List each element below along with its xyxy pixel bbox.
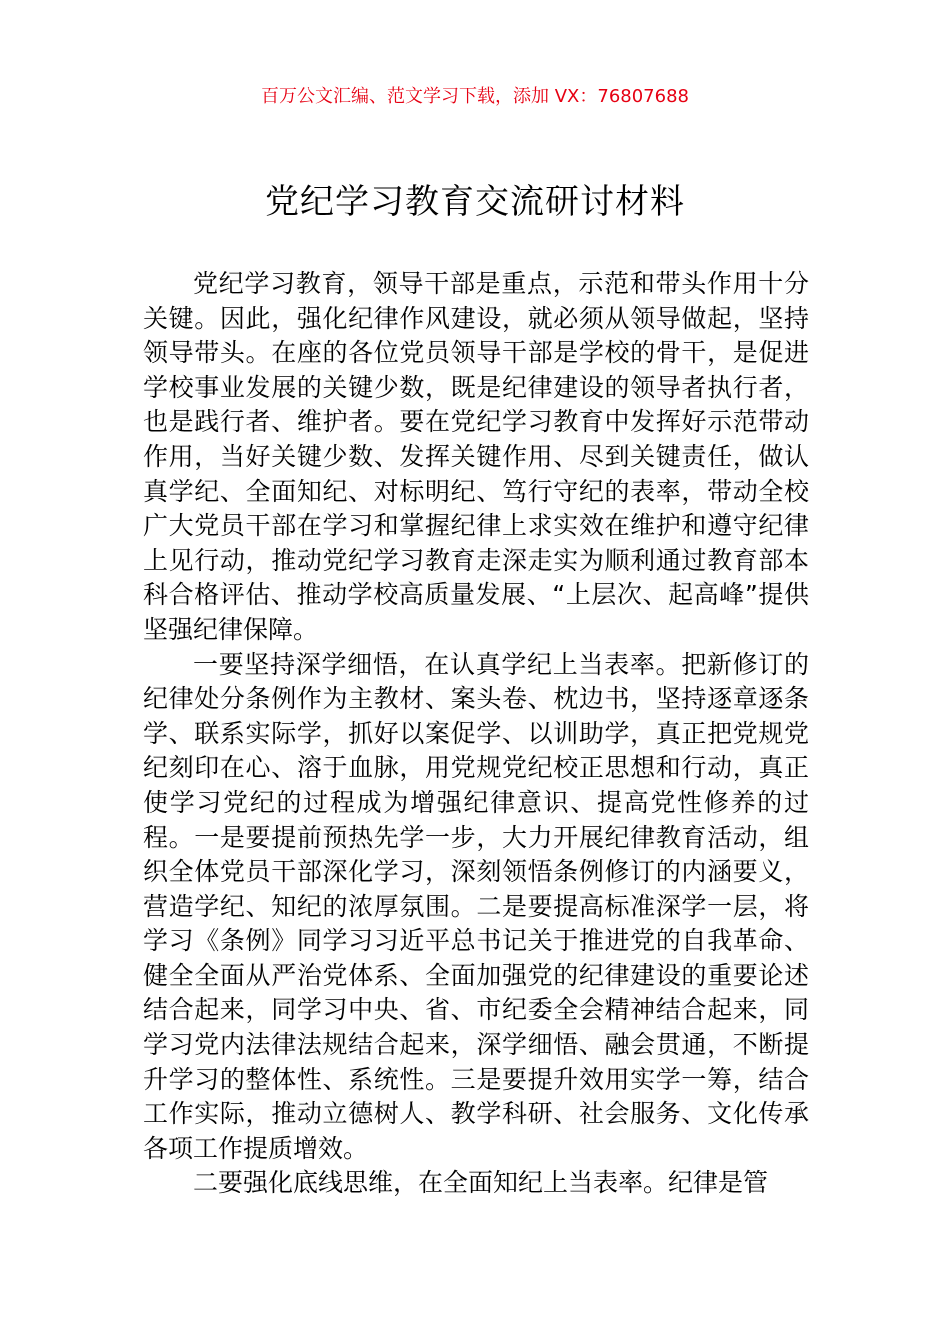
document-body bbox=[143, 267, 809, 1201]
page-title: 党纪学习教育交流研讨材料 bbox=[265, 182, 685, 222]
header-note: 百万公文汇编、范文学习下载，添加 VX：76807688 bbox=[261, 86, 689, 107]
paragraph-intro: 党纪学习教育，领导干部是重点，示范和带头作用十分关键。因此，强化纪律作风建设，就必须从领导做起，坚持领导带头。在座的各位党员领导干部是学校的骨干，是促进学校事业发展的关键少数，既是纪律建设的领导者执行者，也是践行者、维护者。要在党纪学习教育中发挥好示范带动作用，当好关键少数、发挥关键作用、尽到关键责任，做认真学纪、全面知纪、对标明纪、笃行守纪的表率，带动全校广大党员干部在学习和掌握纪律上求实效在维护和遵守纪律上见行动，推动党纪学习教育走深走实为顺利通过教育部本科合格评估、推动学校高质量发展、“上层次、起高峰”提供坚强纪律保障。 bbox=[143, 269, 809, 644]
paragraph-point-two: 二要强化底线思维，在全面知纪上当表率。纪律是管 bbox=[193, 1168, 769, 1198]
paragraph-point-one: 一要坚持深学细悟，在认真学纪上当表率。把新修订的纪律处分条例作为主教材、案头卷、枕边书，坚持逐章逐条学、联系实际学，抓好以案促学、以训助学，真正把党规党纪刻印在心、溶于血脉，用党规党纪校正思想和行动，真正使学习党纪的过程成为增强纪律意识、提高党性修养的过程。一是要提前预热先学一步，大力开展纪律教育活动，组织全体党员干部深化学习，深刻领悟条例修订的内涵要义，营造学纪、知纪的浓厚氛围。二是要提高标准深学一层，将学习《条例》同学习习近平总书记关于推进党的自我革命、健全全面从严治党体系、全面加强党的纪律建设的重要论述结合起来，同学习中央、省、市纪委全会精神结合起来，同学习党内法律法规结合起来，深学细悟、融会贯通，不断提升学习的整体性、系统性。三是要提升效用实学一筹，结合工作实际，推动立德树人、教学科研、社会服务、文化传承各项工作提质增效。 bbox=[143, 649, 809, 1163]
